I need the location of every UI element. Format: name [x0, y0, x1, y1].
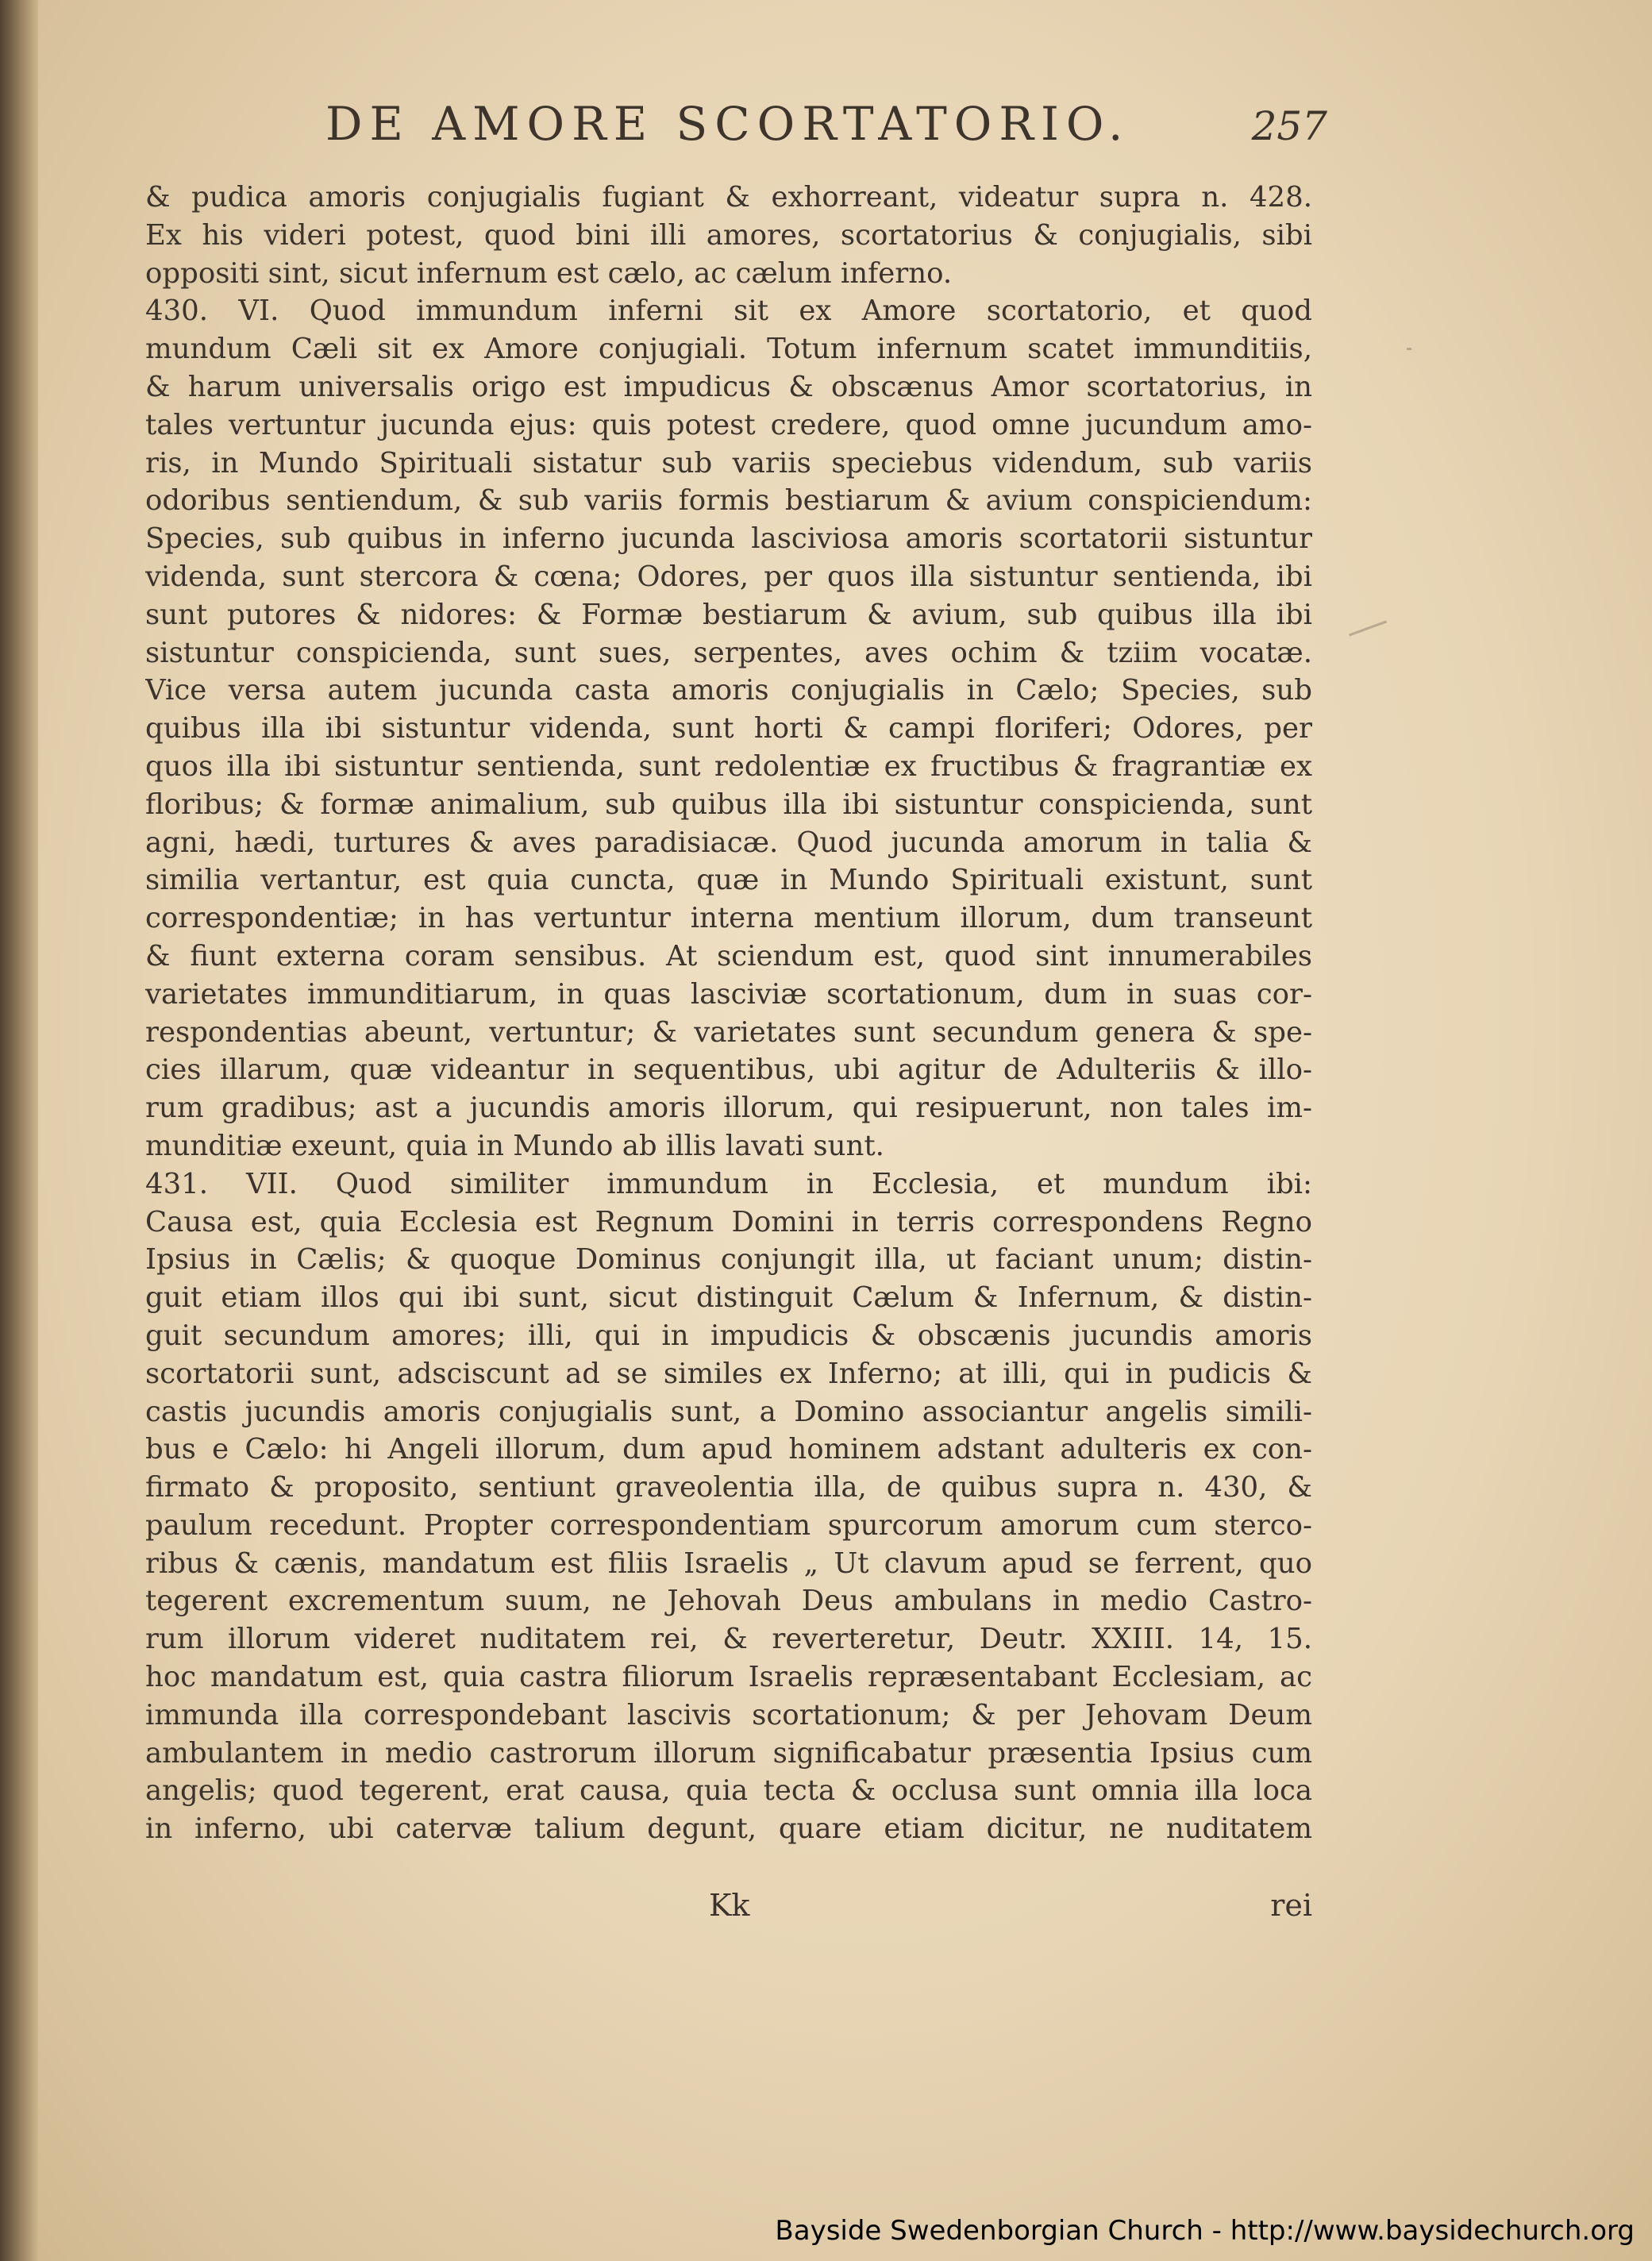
text-line: similia vertantur, est quia cuncta, quæ in Mundo Spirituali existunt, sunt [145, 864, 1312, 897]
text-line: Vice versa autem jucunda casta amoris conjugialis in Cælo; Species, sub [145, 674, 1312, 707]
text-line: & pudica amoris conjugialis fugiant & exhorreant, videatur supra n. 428. [145, 181, 1312, 214]
text-line: respondentias abeunt, vertuntur; & varietates sunt secundum genera & spe- [145, 1015, 1312, 1049]
text-line: tales vertuntur jucunda ejus: quis potest credere, quod omne jucundum amo- [145, 408, 1312, 441]
text-line: videnda, sunt stercora & cœna; Odores, per quos illa sistuntur sentienda, ibi [145, 560, 1312, 593]
binding-edge [0, 0, 38, 2261]
text-line: sunt putores & nidores: & Formæ bestiarum & avium, sub quibus illa ibi [145, 598, 1312, 631]
text-line: varietates immunditiarum, in quas lasciviæ scortationum, dum in suas cor- [145, 977, 1312, 1011]
text-line: rum illorum videret nuditatem rei, & reverteretur, Deutr. XXIII. 14, 15. [145, 1623, 1312, 1656]
text-line: hoc mandatum est, quia castra filiorum Israelis repræsentabant Ecclesiam, ac [145, 1661, 1312, 1694]
text-line: cies illarum, quæ videantur in sequentibus, ubi agitur de Adulteriis & illo- [145, 1053, 1312, 1087]
signature-mark: Kk [709, 1888, 750, 1923]
text-line: sistuntur conspicienda, sunt sues, serpentes, aves ochim & tziim vocatæ. [145, 636, 1312, 669]
text-line: Species, sub quibus in inferno jucunda lasciviosa amoris scortatorii sistuntur [145, 522, 1312, 556]
text-line: angelis; quod tegerent, erat causa, quia tecta & occlusa sunt omnia illa loca [145, 1774, 1312, 1808]
text-line: castis jucundis amoris conjugialis sunt, a Domino associantur angelis simili- [145, 1395, 1312, 1428]
text-line: 431. VII. Quod similiter immundum in Ecclesia, et mundum ibi: [145, 1167, 1312, 1200]
page-number: 257 [1251, 103, 1327, 149]
text-line: ribus & cænis, mandatum est filiis Israelis „ Ut clavum apud se ferrent, quo [145, 1546, 1312, 1580]
text-line: bus e Cælo: hi Angeli illorum, dum apud hominem adstant adulteris ex con- [145, 1433, 1312, 1466]
text-line: oppositi sint, sicut infernum est cælo, ac cælum inferno. [145, 256, 953, 290]
text-line: paulum recedunt. Propter correspondentiam spurcorum amorum cum sterco- [145, 1508, 1312, 1542]
text-line: floribus; & formæ animalium, sub quibus illa ibi sistuntur conspicienda, sunt [145, 788, 1312, 821]
text-line: 430. VI. Quod immundum inferni sit ex Amore scortatorio, et quod [145, 295, 1312, 328]
text-line: tegerent excrementum suum, ne Jehovah Deus ambulans in medio Castro- [145, 1585, 1312, 1618]
text-line: guit etiam illos qui ibi sunt, sicut distinguit Cælum & Infernum, & distin- [145, 1281, 1312, 1315]
text-line: quibus illa ibi sistuntur videnda, sunt horti & campi floriferi; Odores, per [145, 712, 1312, 745]
page-footer [145, 1888, 1312, 1936]
margin-mark [1407, 348, 1411, 350]
text-line: agni, hædi, turtures & aves paradisiacæ. Quod jucunda amorum in talia & [145, 826, 1312, 859]
text-line: quos illa ibi sistuntur sentienda, sunt redolentiæ ex fructibus & fragrantiæ ex [145, 749, 1312, 783]
text-line: immunda illa correspondebant lascivis scortationum; & per Jehovam Deum [145, 1698, 1312, 1731]
text-line: in inferno, ubi catervæ talium degunt, quare etiam dicitur, ne nuditatem [145, 1812, 1312, 1846]
margin-mark [1349, 621, 1387, 637]
text-line: firmato & proposito, sentiunt graveolentia illa, de quibus supra n. 430, & [145, 1471, 1312, 1504]
text-line: guit secundum amores; illi, qui in impudicis & obscænis jucundis amoris [145, 1319, 1312, 1352]
catchword: rei [1270, 1888, 1312, 1923]
text-line: Causa est, quia Ecclesia est Regnum Domini in terris correspondens Regno [145, 1205, 1312, 1238]
text-line: & harum universalis origo est impudicus & obscænus Amor scortatorius, in [145, 370, 1312, 403]
watermark: Bayside Swedenborgian Church - http://www.baysidechurch.org [775, 2215, 1635, 2247]
body-text [145, 179, 1312, 1848]
text-line: odoribus sentiendum, & sub variis formis bestiarum & avium conspiciendum: [145, 484, 1312, 518]
text-line: scortatorii sunt, adsciscunt ad se similes ex Inferno; at illi, qui in pudicis & [145, 1357, 1312, 1390]
running-title: DE AMORE SCORTATORIO. [325, 97, 1130, 151]
text-line: ambulantem in medio castrorum illorum significabatur præsentia Ipsius cum [145, 1736, 1312, 1770]
text-line: ris, in Mundo Spirituali sistatur sub variis speciebus videndum, sub variis [145, 446, 1312, 480]
text-line: rum gradibus; ast a jucundis amoris illorum, qui resipuerunt, non tales im- [145, 1092, 1312, 1125]
text-line: & fiunt externa coram sensibus. At sciendum est, quod sint innumerabiles [145, 939, 1312, 973]
running-head [325, 97, 1327, 168]
text-line: Ipsius in Cælis; & quoque Dominus conjungit illa, ut faciant unum; distin- [145, 1243, 1312, 1277]
text-line: Ex his videri potest, quod bini illi amores, scortatorius & conjugialis, sibi [145, 218, 1312, 252]
text-line: mundum Cæli sit ex Amore conjugiali. Totum infernum scatet immunditiis, [145, 333, 1312, 366]
text-line: munditiæ exeunt, quia in Mundo ab illis lavati sunt. [145, 1129, 884, 1162]
text-line: correspondentiæ; in has vertuntur interna mentium illorum, dum transeunt [145, 902, 1312, 935]
